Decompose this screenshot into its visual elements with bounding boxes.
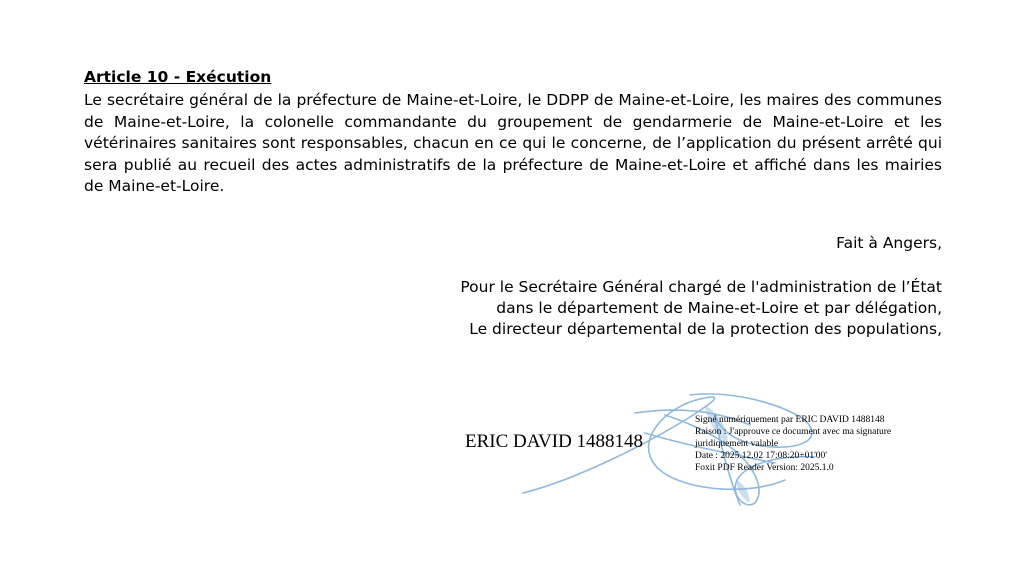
signer-name: ERIC DAVID 1488148 — [465, 431, 644, 452]
signatory-line: Le directeur départemental de la protection des populations, — [469, 320, 942, 338]
signature-detail-line: Raison : J'approuve ce document avec ma signature — [695, 427, 892, 437]
signatory-line: Pour le Secrétaire Général chargé de l'administration de l’État — [460, 278, 942, 296]
signatory-line: dans le département de Maine-et-Loire et par délégation, — [496, 299, 942, 317]
signature-detail-line: Foxit PDF Reader Version: 2025.1.0 — [695, 463, 834, 473]
signature-detail-line: juridiquement valable — [695, 439, 779, 449]
article-heading: Article 10 - Exécution — [84, 68, 272, 86]
signature-detail-line: Signé numériquement par ERIC DAVID 1488148 — [695, 415, 885, 425]
signature-detail-line: Date : 2025.12.02 17:08:20+01'00' — [695, 451, 828, 461]
place-line: Fait à Angers, — [836, 234, 942, 252]
signatory-block — [460, 277, 942, 340]
signature-details — [695, 414, 891, 474]
article-body: Le secrétaire général de la préfecture de Maine-et-Loire, le DDPP de Maine-et-Loire, les maires des communes de Maine-et-Loire, la colonelle commandante du groupement de gendarmerie de Maine-et-Loire et les vétérinaires sanitaires sont responsables, chacun en ce qui le concerne, de l’application du présent arrêté qui sera publié au recueil des actes administratifs de la préfecture de Maine-et-Loire et affiché dans les mairies de Maine-et-Loire. — [84, 91, 942, 195]
